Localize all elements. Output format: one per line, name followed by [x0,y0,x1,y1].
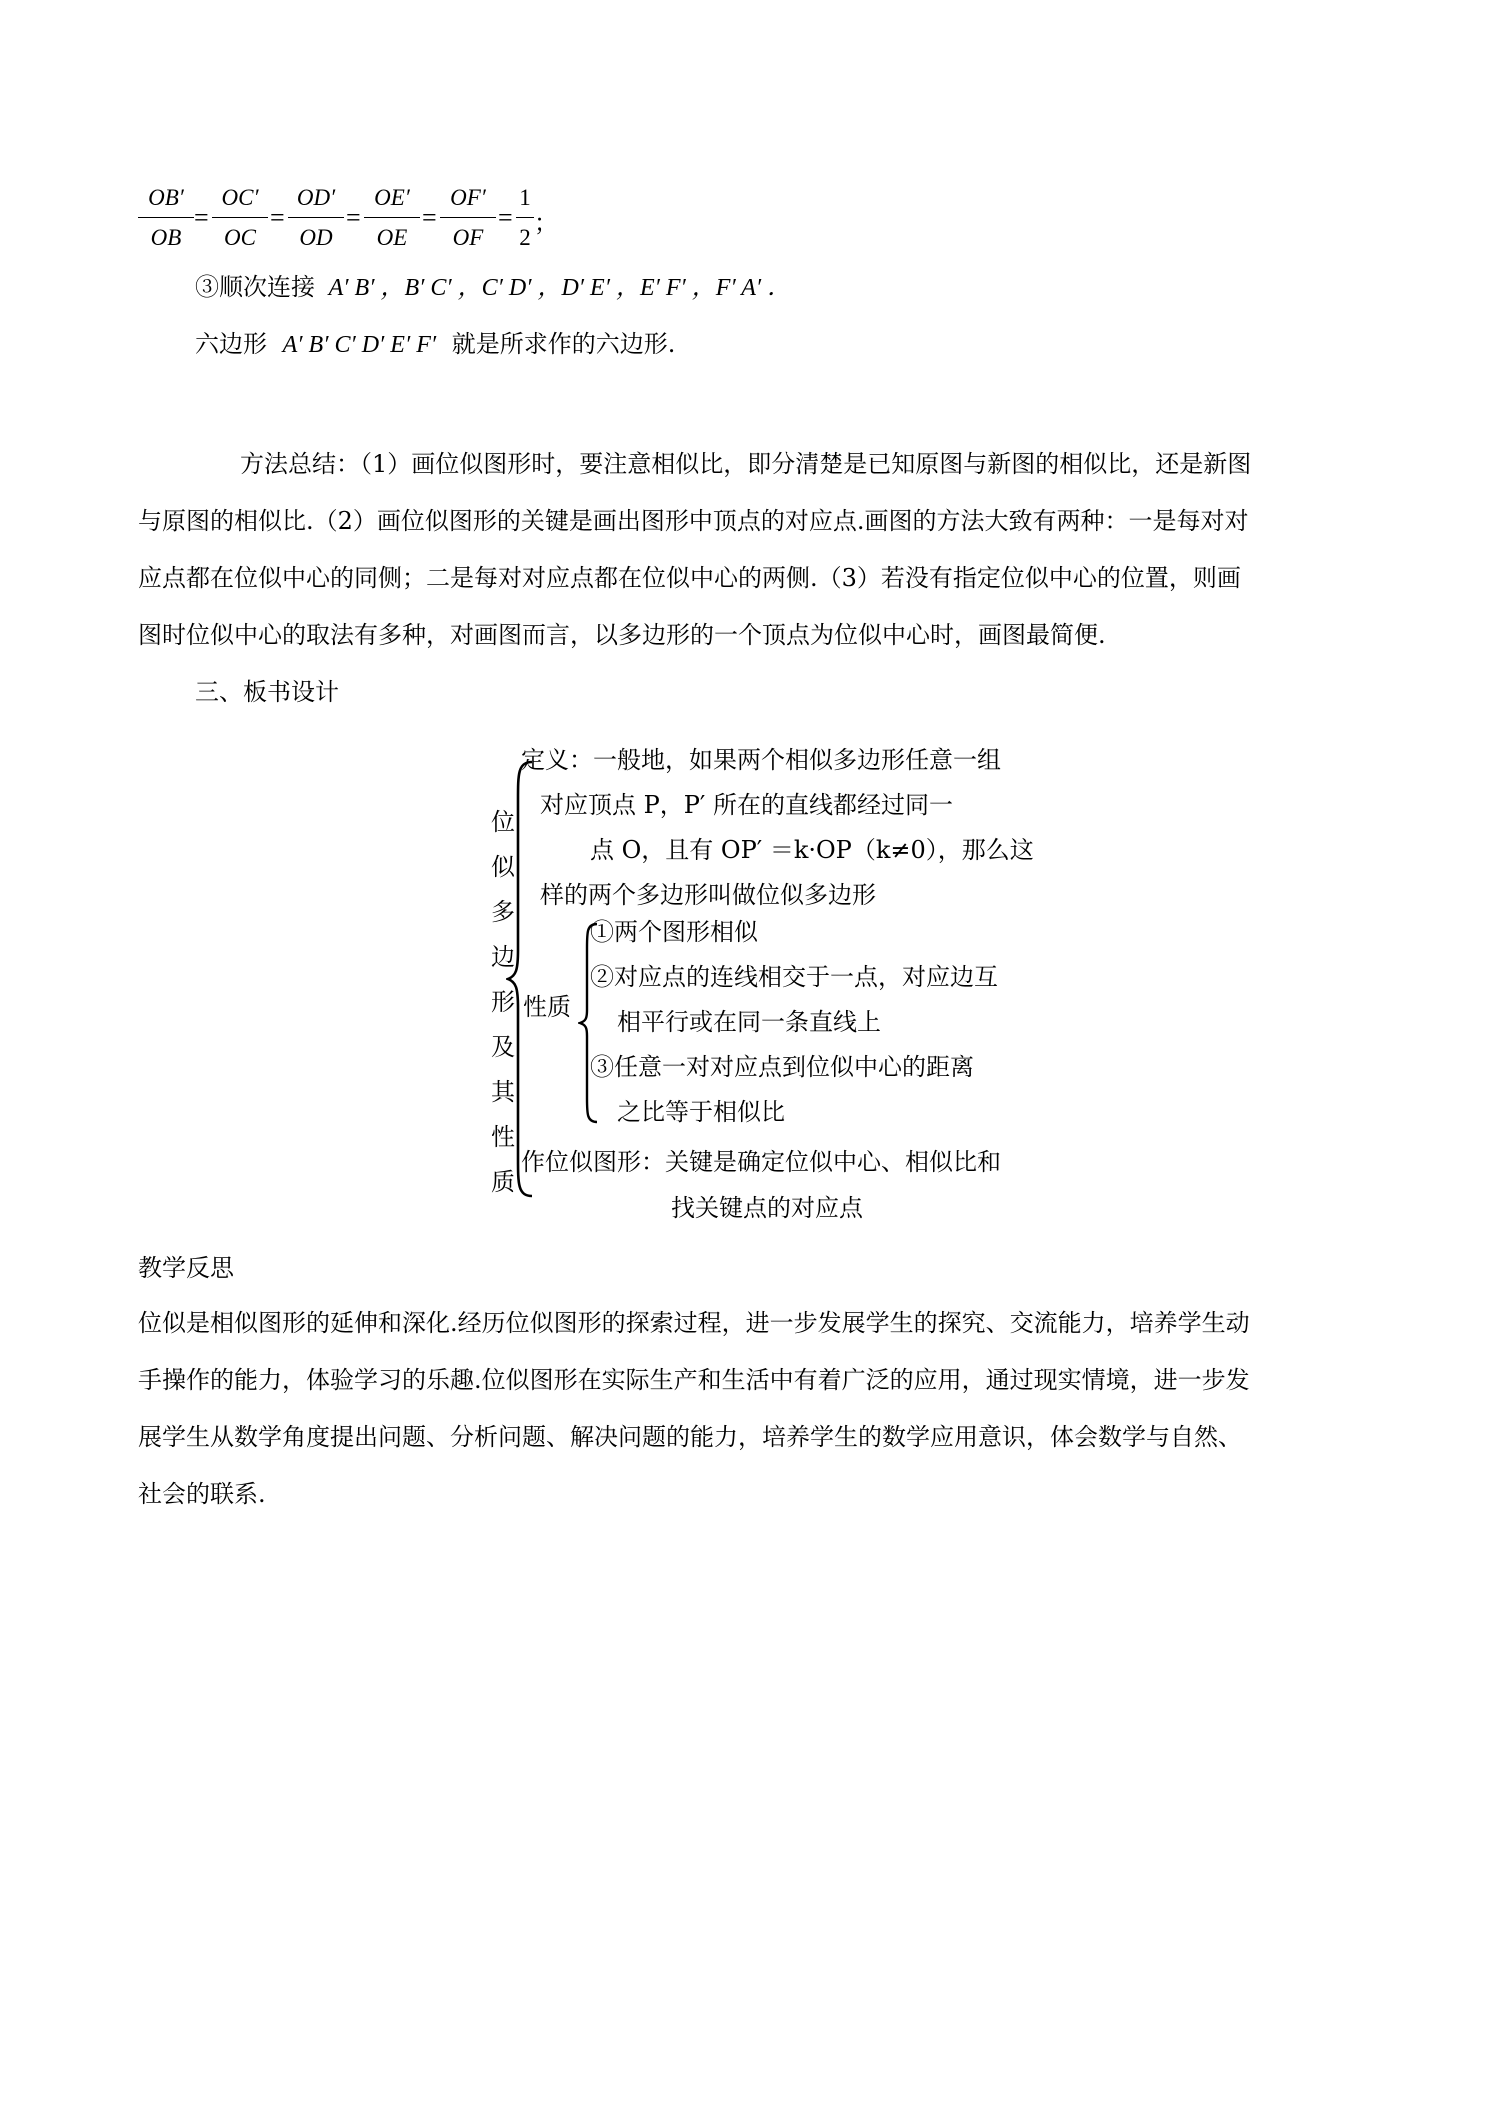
property-1: ①两个图形相似 [590,918,758,946]
definition-line-1: 定义：一般地，如果两个相似多边形任意一组 [521,746,1001,774]
ratio-equation: OB′ OB = OC′ OC = OD′ OD = OE′ OE = OF′ OF = 1 2 ； [138,181,558,257]
properties-label: 性质 [523,993,571,1021]
reflection-line-4: 社会的联系. [138,1480,266,1508]
equals-sign: = [498,203,513,232]
reflection-line-3: 展学生从数学角度提出问题、分析问题、解决问题的能力，培养学生的数学应用意识，体会数学与自然、 [138,1423,1242,1451]
equals-sign: = [346,203,361,232]
semicolon: ； [534,209,558,237]
property-3-continued: 之比等于相似比 [617,1098,785,1126]
board-title-char: 似 [491,853,515,881]
definition-line-3: 点 O，且有 OP′ ＝k·OP（k≠0），那么这 [590,836,1034,864]
board-title-char: 多 [491,898,515,926]
construction-line-2: 找关键点的对应点 [671,1194,863,1222]
reflection-line-2: 手操作的能力，体验学习的乐趣.位似图形在实际生产和生活中有着广泛的应用，通过现实情境，进一步发 [138,1366,1250,1394]
board-title-char: 位 [491,808,515,836]
summary-line-3: 应点都在位似中心的同侧；二是每对对应点都在位似中心的两侧.（3）若没有指定位似中心的位置，则画 [138,564,1241,592]
board-title-char: 其 [491,1078,515,1106]
summary-line-4: 图时位似中心的取法有多种，对画图而言，以多边形的一个顶点为位似中心时，画图最简便. [138,621,1106,649]
reflection-heading: 教学反思 [138,1254,234,1282]
equals-sign: = [194,203,209,232]
board-title-char: 质 [491,1168,515,1196]
board-title-char: 形 [491,988,515,1016]
equals-sign: = [270,203,285,232]
definition-line-2: 对应顶点 P，P′ 所在的直线都经过同一 [540,791,954,819]
section-heading: 三、板书设计 [195,678,339,706]
summary-line-1: 方法总结：（1）画位似图形时，要注意相似比，即分清楚是已知原图与新图的相似比，还是新图 [240,450,1252,478]
board-title-char: 及 [491,1033,515,1061]
property-2: ②对应点的连线相交于一点，对应边互 [590,963,998,991]
property-2-continued: 相平行或在同一条直线上 [617,1008,881,1036]
segment-list: A′ B′ ，B′ C′ ，C′ D′ ，D′ E′ ，E′ F′ ，F′ A′ ． [328,275,792,301]
reflection-line-1: 位似是相似图形的延伸和深化.经历位似图形的探索过程，进一步发展学生的探究、交流能力，培养学生动 [138,1309,1250,1337]
step-3-line: ③顺次连接 A′ B′ ，B′ C′ ，C′ D′ ，D′ E′ ，E′ F′ ，F′ A′ ． [195,273,792,301]
summary-line-2: 与原图的相似比.（2）画位似图形的关键是画出图形中顶点的对应点.画图的方法大致有两种：一是每对对 [138,507,1249,535]
construction-line-1: 作位似图形：关键是确定位似中心、相似比和 [521,1148,1001,1176]
property-3: ③任意一对对应点到位似中心的距离 [590,1053,974,1081]
hexagon-name: A′ B′ C′ D′ E′ F′ [282,332,437,358]
hexagon-line: 六边形 A′ B′ C′ D′ E′ F′ 就是所求作的六边形. [195,330,676,358]
properties-brace-icon [578,922,600,1124]
board-title-char: 边 [491,943,515,971]
board-title-char: 性 [491,1123,515,1151]
outer-brace-icon [506,760,536,1198]
equals-sign: = [422,203,437,232]
definition-line-4: 样的两个多边形叫做位似多边形 [540,881,876,909]
